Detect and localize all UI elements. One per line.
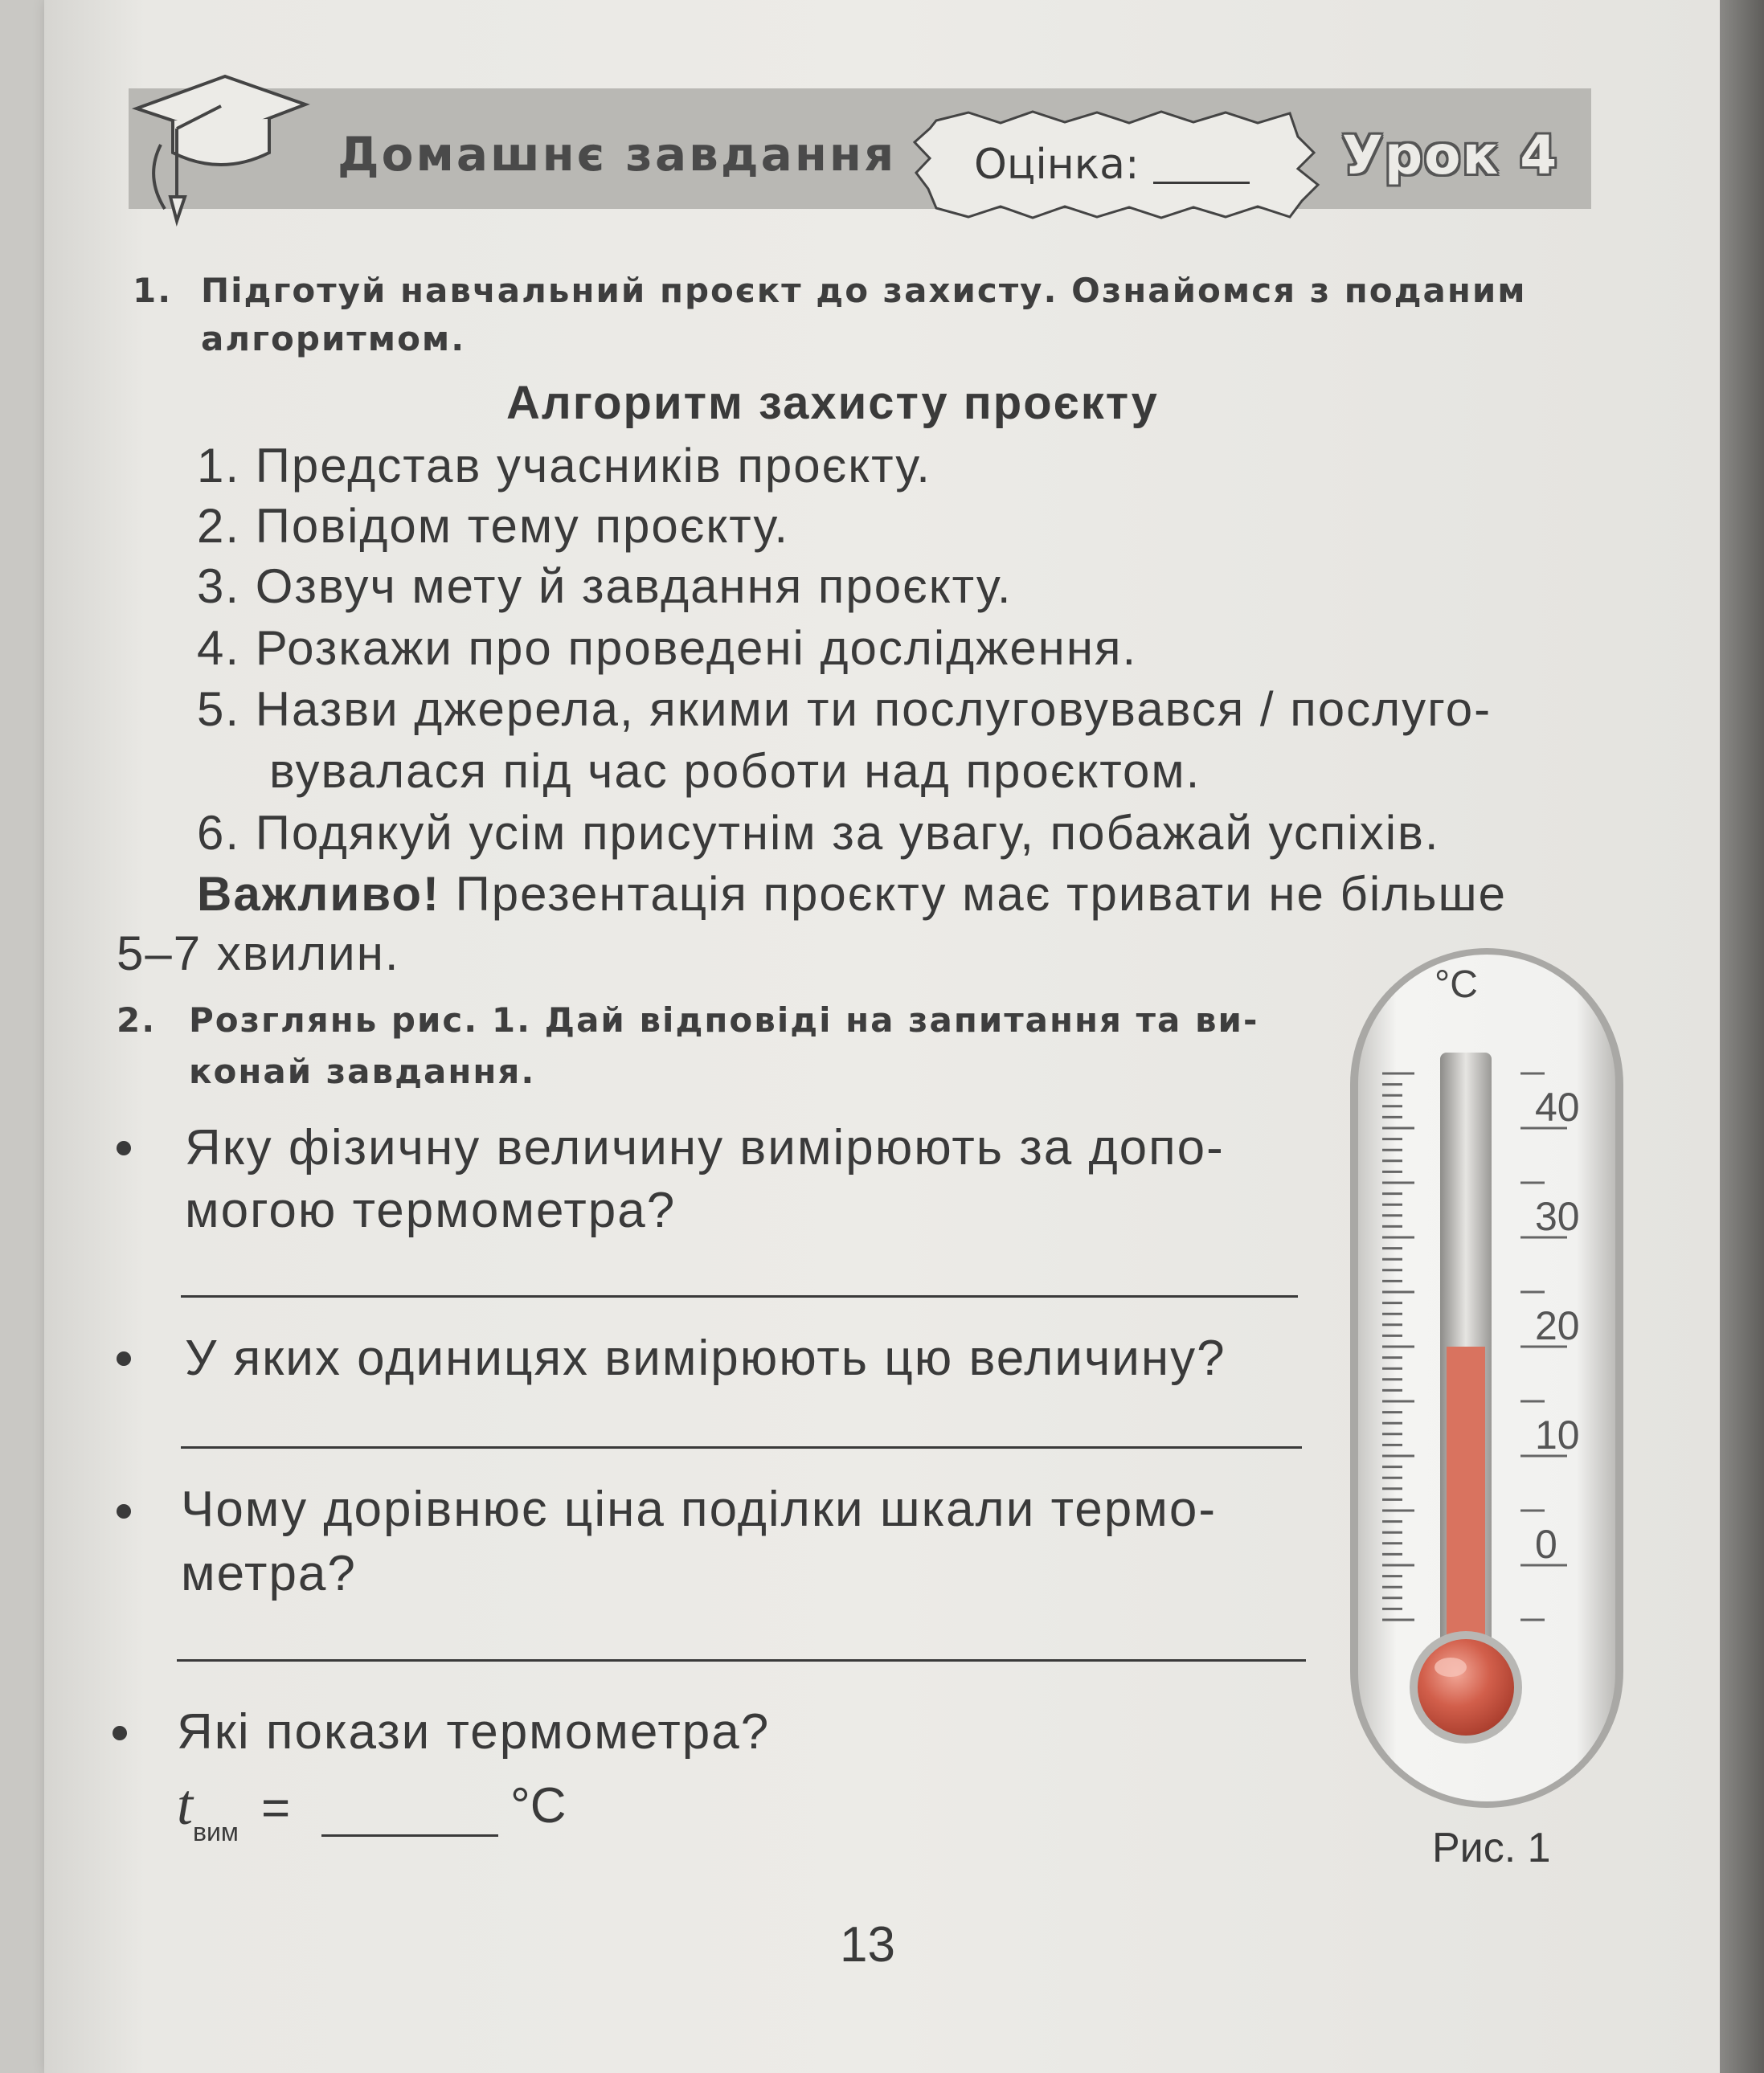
- bullet: [117, 1141, 131, 1155]
- homework-title: Домашнє завдання: [338, 127, 897, 182]
- question-3-line2: метра?: [181, 1546, 357, 1601]
- scale-label: 30: [1535, 1194, 1580, 1239]
- algorithm-item-6: 6. Подякуй усім присутнім за увагу, побажай успіхів.: [197, 806, 1440, 860]
- task1-text-line1: Підготуй навчальний проєкт до захисту. Ознайомся з поданим: [201, 271, 1527, 310]
- thermometer-unit: °С: [1435, 963, 1478, 1006]
- task2-text-line2: конай завдання.: [189, 1052, 536, 1091]
- algorithm-item-3: 3. Озвуч мету й завдання проєкту.: [197, 559, 1013, 613]
- important-note-cont: 5–7 хвилин.: [117, 926, 400, 980]
- formula-t: t: [177, 1772, 194, 1837]
- grade-input-line[interactable]: [1153, 182, 1250, 184]
- task1-text-line2: алгоритмом.: [201, 319, 466, 358]
- scale-label: 10: [1535, 1413, 1580, 1458]
- question-1-line2: могою термометра?: [185, 1183, 677, 1238]
- question-3-line1: Чому дорівнює ціна поділки шкали термо-: [181, 1482, 1217, 1537]
- algorithm-item-1: 1. Представ учасників проєкту.: [197, 439, 931, 493]
- important-note: [197, 866, 1507, 922]
- bullet: [113, 1726, 127, 1740]
- algorithm-item-5: 5. Назви джерела, якими ти послуговувався / послуго-: [197, 682, 1492, 736]
- figure-caption: Рис. 1: [1432, 1825, 1551, 1871]
- algorithm-item-5-cont: вувалася під час роботи над проєктом.: [269, 744, 1201, 798]
- formula-subscript: вим: [193, 1817, 239, 1846]
- question-4-line1: Які покази термометра?: [177, 1704, 771, 1760]
- task2-text-line1: Розглянь рис. 1. Дай відповіді на запитання та ви-: [189, 1000, 1259, 1040]
- question-1-line1: Яку фізичну величину вимірюють за допо-: [185, 1120, 1225, 1176]
- algorithm-title: Алгоритм захисту проєкту: [506, 377, 1159, 429]
- grade-label: Оцінка:: [974, 141, 1140, 189]
- task2-number: 2.: [117, 1000, 157, 1040]
- formula-unit: °С: [510, 1778, 567, 1834]
- book-edge: [1720, 0, 1764, 2073]
- bullet: [117, 1351, 131, 1366]
- bullet: [117, 1504, 131, 1519]
- important-text: Презентація проєкту має тривати не більше: [440, 867, 1507, 921]
- answer-line-1[interactable]: [181, 1295, 1298, 1298]
- lesson-number: Урок 4: [1342, 125, 1559, 186]
- question-2-line1: У яких одиницях вимірюють цю величину?: [185, 1331, 1226, 1386]
- task1-number: 1.: [133, 271, 173, 310]
- formula-equals: =: [261, 1781, 291, 1836]
- formula-answer-line[interactable]: [321, 1834, 498, 1837]
- scale-label: 0: [1535, 1522, 1557, 1567]
- thermometer-figure: [1334, 940, 1639, 1816]
- scale-label: 40: [1535, 1085, 1580, 1130]
- algorithm-item-4: 4. Розкажи про проведені дослідження.: [197, 621, 1138, 675]
- graduation-cap-icon: [129, 48, 313, 233]
- scale-label: 20: [1535, 1303, 1580, 1348]
- important-label: Важливо!: [197, 867, 440, 921]
- answer-line-3[interactable]: [177, 1659, 1306, 1662]
- algorithm-item-2: 2. Повідом тему проєкту.: [197, 499, 790, 553]
- answer-line-2[interactable]: [181, 1446, 1302, 1449]
- page-number: 13: [840, 1917, 895, 1973]
